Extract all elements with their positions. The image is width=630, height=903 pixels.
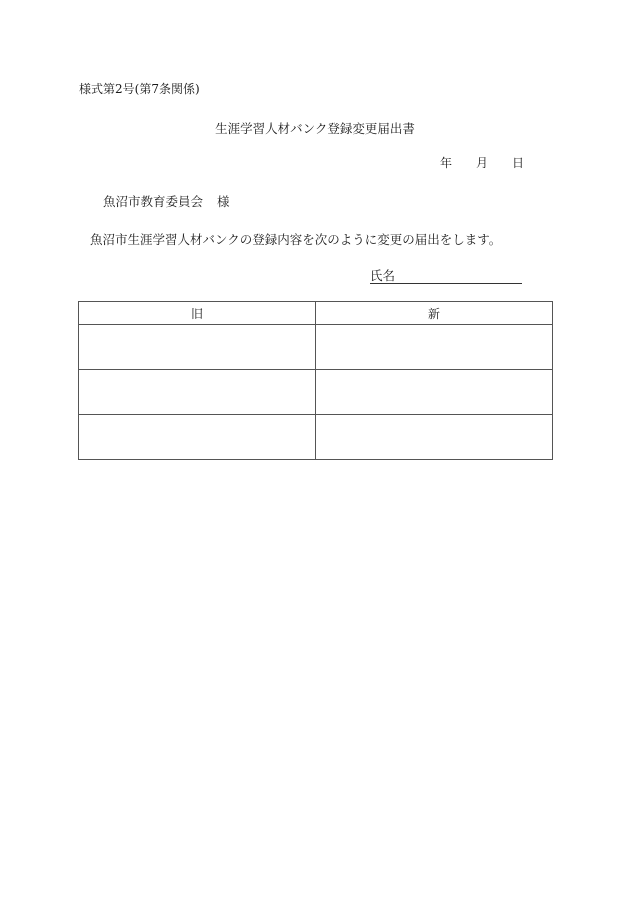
header-old: 旧 bbox=[79, 302, 316, 325]
document-title: 生涯学習人材バンク登録変更届出書 bbox=[215, 121, 415, 136]
table-row bbox=[79, 325, 553, 370]
date-line bbox=[440, 154, 524, 171]
old-value-cell[interactable] bbox=[79, 370, 316, 415]
name-signature-field[interactable] bbox=[370, 266, 522, 284]
old-value-cell[interactable] bbox=[79, 415, 316, 460]
date-day-label: 日 bbox=[512, 156, 525, 170]
new-value-cell[interactable] bbox=[316, 415, 553, 460]
header-new: 新 bbox=[316, 302, 553, 325]
name-label: 氏名 bbox=[370, 268, 396, 283]
table-row bbox=[79, 415, 553, 460]
statement-text: 魚沼市生涯学習人材バンクの登録内容を次のように変更の届出をします。 bbox=[90, 232, 502, 247]
new-value-cell[interactable] bbox=[316, 370, 553, 415]
addressee-honorific: 様 bbox=[217, 194, 230, 209]
table-row bbox=[79, 370, 553, 415]
new-value-cell[interactable] bbox=[316, 325, 553, 370]
addressee bbox=[103, 192, 230, 210]
old-value-cell[interactable] bbox=[79, 325, 316, 370]
change-table bbox=[78, 301, 553, 460]
addressee-name: 魚沼市教育委員会 bbox=[103, 194, 204, 209]
form-number: 様式第2号(第7条関係) bbox=[79, 82, 200, 96]
table-header-row bbox=[79, 302, 553, 325]
date-year-label: 年 bbox=[440, 156, 453, 170]
date-month-label: 月 bbox=[476, 156, 489, 170]
